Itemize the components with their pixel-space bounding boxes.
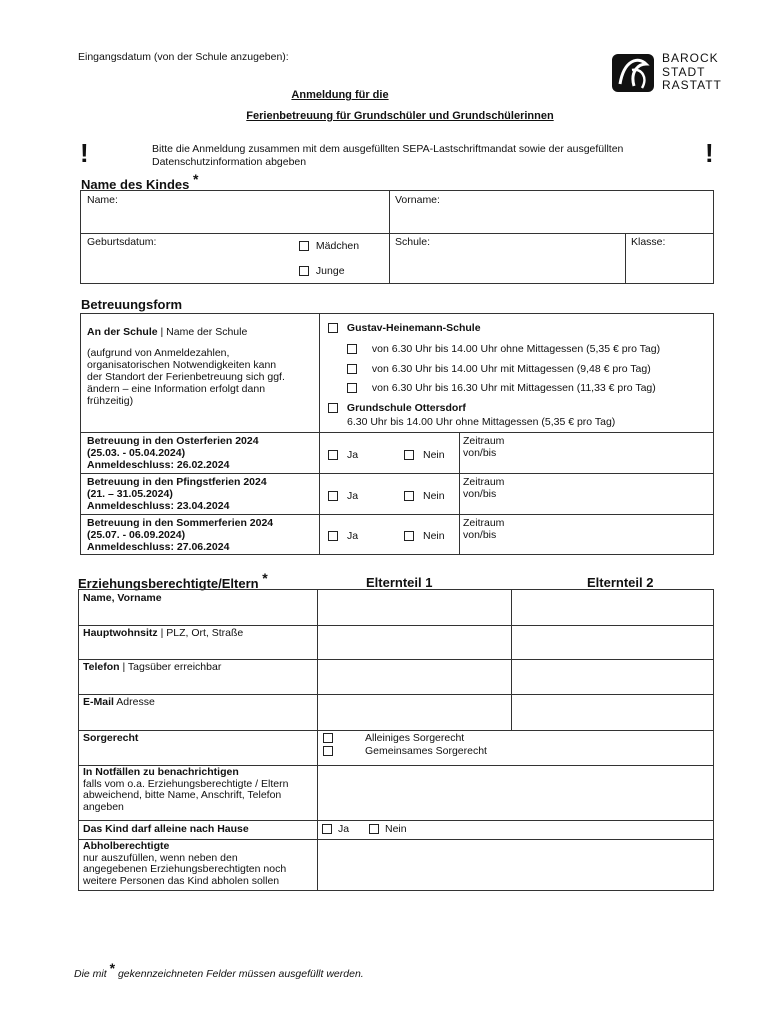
logo-line-3: RASTATT (662, 78, 722, 92)
pfingst-nein[interactable] (404, 490, 445, 502)
footer-note (74, 960, 364, 980)
oster-zeitraum[interactable] (463, 435, 504, 459)
school1-option[interactable] (328, 322, 481, 334)
maedchen-option[interactable] (299, 240, 359, 252)
notfall-title: In Notfällen zu benachrichtigen (83, 766, 239, 778)
sorge-allein-label: Alleiniges Sorgerecht (365, 732, 465, 744)
vonbis-label: von/bis (463, 447, 497, 459)
option-2-label: von 6.30 Uhr bis 14.00 Uhr mit Mittagessen (9,48 € pro Tag) (371, 363, 651, 375)
notice-mark-left: ! (80, 138, 89, 168)
ferien-pfingst (87, 476, 267, 512)
school-note-line: (aufgrund von Anmeldezahlen, (87, 347, 230, 359)
ja-label: Ja (338, 823, 350, 835)
eingangsdatum-label: Eingangsdatum (von der Schule anzugeben): (78, 51, 289, 63)
zeitraum-label: Zeitraum (463, 476, 505, 488)
required-star: * (262, 570, 268, 586)
vonbis-label: von/bis (463, 529, 497, 541)
nein-label: Nein (423, 530, 445, 542)
logo-line-2: STADT (662, 64, 706, 79)
abhol-note-line: angegebenen Erziehungsberechtigten noch (83, 863, 287, 875)
vorname-field[interactable]: Vorname: (395, 194, 440, 206)
school-label (87, 326, 247, 338)
ja-label: Ja (347, 490, 359, 502)
pfingst-ja-checkbox[interactable] (328, 491, 338, 501)
option-2-checkbox[interactable] (347, 364, 357, 374)
zeitraum-label: Zeitraum (463, 517, 505, 529)
row-name-vorname (83, 592, 162, 604)
row-label-bold: Name, Vorname (83, 592, 162, 604)
school-note-line: organisatorischen Notwendigkeiten kann (87, 359, 277, 371)
option-3-label: von 6.30 Uhr bis 16.30 Uhr mit Mittagessen (11,33 € pro Tag) (371, 382, 656, 394)
row-label-bold: E-Mail (83, 696, 114, 708)
sorge-allein-option[interactable] (323, 732, 464, 744)
ferien-deadline: Anmeldeschluss: 27.06.2024 (87, 541, 230, 553)
oster-ja[interactable] (328, 449, 358, 461)
sommer-zeitraum[interactable] (463, 517, 504, 541)
ferien-dates: (25.07. - 06.09.2024) (87, 529, 186, 541)
sorge-allein-checkbox[interactable] (323, 733, 333, 743)
notfall-note-line: falls vom o.a. Erziehungsberechtigte / Eltern (83, 777, 289, 790)
notice-line-2: Datenschutzinformation abgeben (152, 156, 307, 168)
school-note-line: der Standort der Ferienbetreuung sich ggf. (87, 371, 285, 383)
sommer-ja-checkbox[interactable] (328, 531, 338, 541)
footer-pre: Die mit (74, 968, 107, 980)
oster-nein[interactable] (404, 449, 445, 461)
footer-post: gekennzeichneten Felder müssen ausgefüllt werden. (117, 968, 364, 980)
maedchen-label: Mädchen (315, 240, 360, 252)
kind-heading-text: Name des Kindes (81, 177, 190, 192)
ferien-dates: (21. – 31.05.2024) (87, 488, 173, 500)
nein-label: Nein (385, 823, 407, 835)
sorge-gemeinsam-option[interactable] (323, 745, 487, 757)
option-1[interactable] (347, 343, 660, 355)
school-label-bold: An der Schule (87, 326, 158, 338)
row-email (83, 696, 155, 708)
title-line-2: Ferienbetreuung für Grundschüler und Grundschülerinnen (246, 110, 554, 122)
section-betreuung-heading: Betreuungsform (81, 297, 183, 312)
sommer-nein[interactable] (404, 530, 445, 542)
notfall-note-line: angeben (83, 800, 124, 813)
sorge-gemeinsam-label: Gemeinsames Sorgerecht (365, 745, 487, 757)
ja-label: Ja (347, 530, 359, 542)
allein-ja-checkbox[interactable] (322, 824, 332, 834)
name-field[interactable]: Name: (87, 194, 118, 206)
ferien-sommer (87, 517, 273, 553)
row-label-rest: Adresse (113, 696, 155, 708)
ja-label: Ja (347, 449, 359, 461)
option-1-label: von 6.30 Uhr bis 14.00 Uhr ohne Mittagessen (5,35 € pro Tag) (371, 343, 661, 355)
elternteil-1-heading: Elternteil 1 (366, 575, 433, 590)
sorge-gemeinsam-checkbox[interactable] (323, 746, 333, 756)
row-notfall (83, 767, 288, 813)
logo-line-1: BAROCK (662, 51, 719, 65)
school1-checkbox[interactable] (328, 323, 338, 333)
notice-line-1: Bitte die Anmeldung zusammen mit dem ausgefüllten SEPA-Lastschriftmandat sowie der ausgefüllten (152, 143, 624, 155)
ferien-deadline: Anmeldeschluss: 26.02.2024 (87, 459, 230, 471)
row-abholberechtigte (83, 841, 286, 887)
abhol-title: Abholberechtigte (83, 840, 170, 852)
nein-label: Nein (423, 449, 445, 461)
zeitraum-label: Zeitraum (463, 435, 505, 447)
eltern-heading-text: Erziehungsberechtigte/Eltern (78, 576, 259, 591)
klasse-field[interactable]: Klasse: (631, 236, 666, 248)
notfall-note-line: abweichend, bitte Name, Anschrift, Telefon (83, 789, 282, 801)
row-allein-nach-hause: Das Kind darf alleine nach Hause (83, 823, 249, 835)
oster-nein-checkbox[interactable] (404, 450, 414, 460)
abhol-note-line: weitere Personen das Kind abholen sollen (83, 874, 280, 887)
option-1-checkbox[interactable] (347, 344, 357, 354)
ferien-oster (87, 435, 259, 471)
school-note (87, 347, 285, 407)
pfingst-zeitraum[interactable] (463, 476, 504, 500)
row-label-bold: Telefon (83, 661, 120, 673)
elternteil-2-heading: Elternteil 2 (587, 575, 654, 590)
abhol-note-line: nur auszufüllen, wenn neben den (83, 851, 238, 864)
school-label-rest: | Name der Schule (157, 326, 248, 338)
schule-field[interactable]: Schule: (395, 236, 431, 248)
required-star: * (109, 960, 116, 976)
school2-label: Grundschule Ottersdorf (346, 402, 466, 414)
ferien-deadline: Anmeldeschluss: 23.04.2024 (87, 500, 230, 512)
school1-label: Gustav-Heinemann-Schule (346, 322, 481, 334)
geburtsdatum-field[interactable]: Geburtsdatum: (87, 236, 157, 248)
oster-ja-checkbox[interactable] (328, 450, 338, 460)
school2-checkbox[interactable] (328, 403, 338, 413)
row-sorgerecht: Sorgerecht (83, 732, 139, 744)
eltern-table (78, 589, 714, 891)
row-hauptwohnsitz (83, 627, 243, 639)
junge-checkbox[interactable] (299, 266, 309, 276)
required-star: * (193, 171, 199, 187)
ferien-title: Betreuung in den Pfingstferien 2024 (87, 476, 267, 488)
vonbis-label: von/bis (463, 488, 497, 500)
school-note-line: ändern – eine Information erfolgt dann (87, 383, 266, 395)
title-line-1: Anmeldung für die (291, 89, 389, 101)
allein-nein-checkbox[interactable] (369, 824, 379, 834)
notice-mark-right: ! (705, 138, 714, 168)
ferien-title: Betreuung in den Osterferien 2024 (87, 435, 259, 447)
ferien-dates: (25.03. - 05.04.2024) (87, 447, 186, 459)
junge-option[interactable] (299, 265, 345, 277)
sommer-ja[interactable] (328, 530, 358, 542)
option-2[interactable] (347, 363, 651, 375)
school2-option[interactable] (328, 402, 466, 414)
option-3-checkbox[interactable] (347, 383, 357, 393)
notice-text (152, 143, 623, 169)
row-telefon (83, 661, 221, 673)
school-note-line: frühzeitig) (87, 395, 134, 407)
row-label-bold: Hauptwohnsitz (83, 627, 158, 639)
row-label-rest: | PLZ, Ort, Straße (157, 627, 244, 639)
junge-label: Junge (315, 265, 345, 277)
nein-label: Nein (423, 490, 445, 502)
row-label-rest: | Tagsüber erreichbar (119, 661, 222, 673)
kind-table (80, 190, 714, 284)
ferien-title: Betreuung in den Sommerferien 2024 (87, 517, 274, 529)
pfingst-nein-checkbox[interactable] (404, 491, 414, 501)
school2-detail: 6.30 Uhr bis 14.00 Uhr ohne Mittagessen (5,35 € pro Tag) (347, 416, 616, 428)
allein-nein[interactable] (369, 823, 407, 835)
option-3[interactable] (347, 382, 656, 394)
sommer-nein-checkbox[interactable] (404, 531, 414, 541)
allein-ja[interactable] (322, 823, 349, 835)
betreuung-table (80, 313, 714, 555)
maedchen-checkbox[interactable] (299, 241, 309, 251)
pfingst-ja[interactable] (328, 490, 358, 502)
